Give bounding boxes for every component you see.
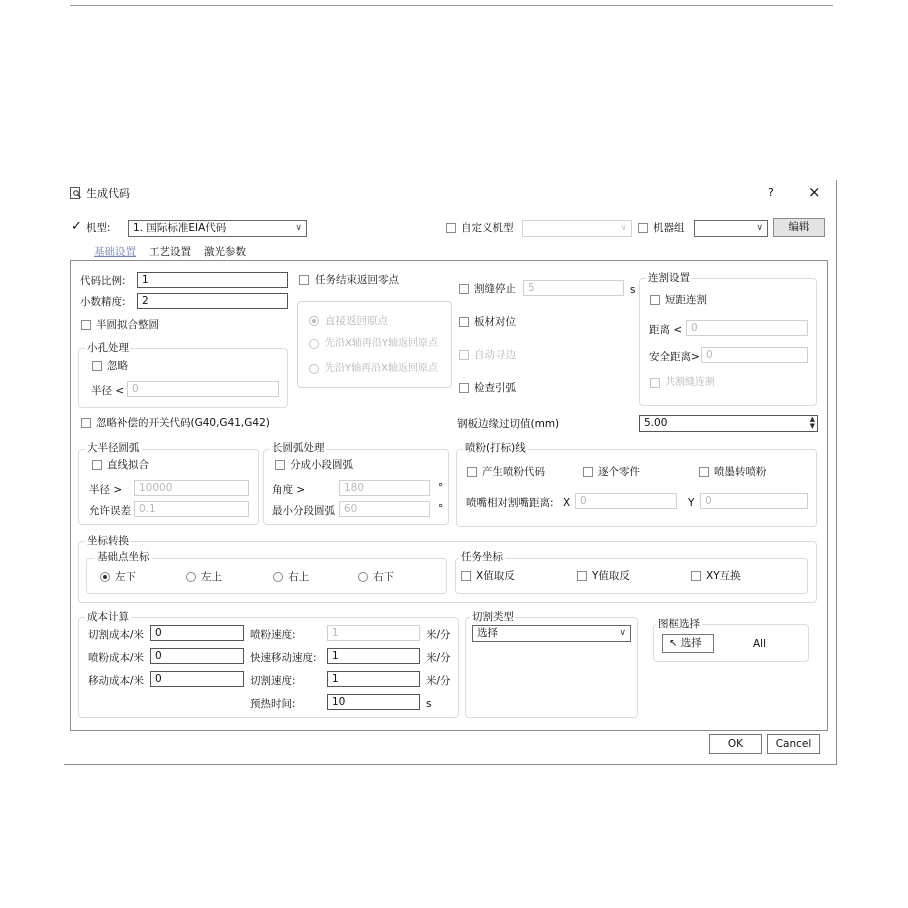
ignore-compensation-checkbox[interactable]: [81, 418, 91, 428]
help-button[interactable]: ?: [768, 186, 774, 199]
invert-y-checkbox[interactable]: [577, 571, 587, 581]
top-divider: [70, 5, 833, 6]
line-fit-checkbox[interactable]: [92, 460, 102, 470]
task-coord-title: 任务坐标: [461, 551, 503, 563]
base-top-left-radio[interactable]: [186, 572, 196, 582]
custom-machine-select[interactable]: [522, 220, 632, 237]
cut-speed-label: 切割速度:: [250, 675, 296, 687]
machine-group-checkbox[interactable]: [638, 223, 648, 233]
preheat-label: 预热时间:: [250, 698, 296, 710]
base-bottom-left-label: 左下: [115, 571, 136, 583]
ink-to-powder-checkbox[interactable]: [699, 467, 709, 477]
rapid-speed-input[interactable]: 1: [327, 648, 420, 664]
powder-speed-input[interactable]: 1: [327, 625, 420, 641]
cut-cost-label: 切割成本/米: [88, 629, 145, 641]
powder-cost-input[interactable]: 0: [150, 648, 244, 664]
custom-machine-checkbox[interactable]: [446, 223, 456, 233]
powder-group: [456, 449, 817, 527]
cursor-arrow-icon: ↖: [669, 638, 678, 649]
nozzle-y-input[interactable]: 0: [700, 493, 808, 509]
cancel-button[interactable]: Cancel: [767, 734, 820, 754]
edge-overcut-spinbox[interactable]: [639, 415, 818, 432]
machine-label: 机型:: [86, 222, 111, 234]
gen-powder-label: 产生喷粉代码: [482, 466, 545, 478]
frame-all-label: All: [753, 638, 767, 650]
move-cost-label: 移动成本/米: [88, 675, 145, 687]
tolerance-input[interactable]: 0.1: [134, 501, 249, 517]
edge-overcut-label: 钢板边缘过切值(mm): [457, 418, 560, 430]
return-direct-radio[interactable]: [309, 316, 319, 326]
decimal-precision-input[interactable]: 2: [137, 293, 288, 309]
coord-title: 坐标转换: [87, 535, 129, 547]
code-scale-label: 代码比例:: [80, 275, 126, 287]
custom-machine-label: 自定义机型: [461, 222, 514, 234]
tolerance-label: 允许误差: [89, 505, 131, 517]
common-edge-label: 共割缝连割: [665, 377, 715, 388]
return-y-then-x-radio[interactable]: [309, 364, 319, 374]
powder-speed-label: 喷粉速度:: [250, 629, 296, 641]
distance-label: 距离 <: [649, 324, 683, 336]
spin-arrows-icon[interactable]: ▲ ▼: [809, 415, 815, 430]
cut-cost-input[interactable]: 0: [150, 625, 244, 641]
kerf-stop-checkbox[interactable]: [459, 284, 469, 294]
swap-xy-checkbox[interactable]: [691, 571, 701, 581]
base-bottom-right-radio[interactable]: [358, 572, 368, 582]
small-hole-ignore-label: 忽略: [107, 360, 128, 372]
continuous-cut-title: 连割设置: [648, 272, 690, 284]
ok-button[interactable]: OK: [709, 734, 762, 754]
edit-button[interactable]: 编辑: [773, 218, 825, 237]
machine-group-label: 机器组: [653, 222, 685, 234]
chevron-down-icon: ∨: [619, 628, 626, 638]
move-cost-input[interactable]: 0: [150, 671, 244, 687]
small-hole-radius-input[interactable]: 0: [127, 381, 279, 397]
plate-align-label: 板材对位: [474, 316, 516, 328]
split-arc-label: 分成小段圆弧: [290, 459, 353, 471]
cut-type-value: 选择: [477, 627, 498, 639]
distance-input[interactable]: 0: [686, 320, 808, 336]
kerf-stop-input[interactable]: 5: [523, 280, 624, 296]
auto-seek-checkbox[interactable]: [459, 350, 469, 360]
dialog-title: 生成代码: [86, 187, 130, 200]
short-distance-checkbox[interactable]: [650, 295, 660, 305]
ignore-compensation-label: 忽略补偿的开关代码(G40,G41,G42): [96, 417, 270, 429]
machine-check-icon[interactable]: ✓: [71, 219, 82, 234]
powder-cost-label: 喷粉成本/米: [88, 652, 145, 664]
nozzle-offset-label: 喷嘴相对割嘴距离:: [466, 497, 554, 509]
code-scale-input[interactable]: 1: [137, 272, 288, 288]
machine-select[interactable]: [128, 220, 307, 237]
invert-x-label: X值取反: [476, 570, 515, 582]
angle-unit: °: [438, 482, 444, 494]
safe-distance-label: 安全距离>: [649, 351, 700, 363]
preheat-input[interactable]: 10: [327, 694, 420, 710]
long-arc-title: 长圆弧处理: [272, 442, 325, 454]
small-hole-group: [78, 348, 288, 408]
chevron-down-icon: ∨: [620, 223, 627, 233]
machine-select-value: 1. 国际标准EIA代码: [133, 222, 227, 234]
bottom-divider: [64, 764, 836, 765]
frame-select-button-label: 选择: [680, 637, 702, 649]
search-doc-icon: [70, 187, 82, 199]
machine-group-select[interactable]: [694, 220, 768, 237]
return-x-then-y-label: 先沿X轴再沿Y轴返回原点: [325, 338, 438, 349]
rapid-speed-label: 快速移动速度:: [250, 652, 317, 664]
big-arc-radius-input[interactable]: 10000: [134, 480, 249, 496]
preheat-unit: s: [426, 698, 432, 710]
small-hole-title: 小孔处理: [87, 342, 129, 354]
cost-title: 成本计算: [87, 611, 129, 623]
nozzle-x-label: X: [563, 497, 571, 509]
return-zero-label: 任务结束返回零点: [315, 274, 399, 286]
base-top-right-label: 右上: [288, 571, 309, 583]
semicircle-fit-label: 半圆拟合整圆: [96, 319, 159, 331]
line-fit-label: 直线拟合: [107, 459, 149, 471]
rapid-speed-unit: 米/分: [426, 652, 451, 664]
cut-type-title: 切割类型: [472, 611, 514, 623]
safe-distance-input[interactable]: 0: [701, 347, 808, 363]
edge-overcut-value: 5.00: [644, 417, 668, 429]
kerf-stop-label: 割缝停止: [474, 283, 516, 295]
check-lead-checkbox[interactable]: [459, 383, 469, 393]
plate-align-checkbox[interactable]: [459, 317, 469, 327]
big-arc-title: 大半径圆弧: [87, 442, 140, 454]
chevron-down-icon: ∨: [295, 223, 302, 233]
powder-speed-unit: 米/分: [426, 629, 451, 641]
base-bottom-left-radio[interactable]: [100, 572, 110, 582]
cut-speed-input[interactable]: 1: [327, 671, 420, 687]
min-segment-unit: °: [438, 503, 444, 515]
nozzle-y-label: Y: [688, 497, 695, 509]
swap-xy-label: XY互换: [706, 570, 741, 582]
return-zero-checkbox[interactable]: [299, 275, 309, 285]
frame-select-title: 图框选择: [658, 618, 700, 630]
short-distance-label: 短距连割: [665, 294, 707, 306]
common-edge-checkbox[interactable]: [650, 378, 660, 388]
tab-laser[interactable]: 激光参数: [204, 246, 246, 258]
small-hole-ignore-checkbox[interactable]: [92, 361, 102, 371]
angle-input[interactable]: 180: [339, 480, 430, 496]
tab-basic[interactable]: 基础设置: [94, 246, 136, 258]
invert-x-checkbox[interactable]: [461, 571, 471, 581]
min-segment-label: 最小分段圆弧: [272, 505, 335, 517]
gen-powder-checkbox[interactable]: [467, 467, 477, 477]
each-part-label: 逐个零件: [598, 466, 640, 478]
check-lead-label: 检查引弧: [474, 382, 516, 394]
decimal-precision-label: 小数精度:: [80, 296, 126, 308]
base-top-right-radio[interactable]: [273, 572, 283, 582]
nozzle-x-input[interactable]: 0: [575, 493, 677, 509]
tab-process[interactable]: 工艺设置: [149, 246, 191, 258]
frame-select-button[interactable]: [662, 634, 714, 653]
kerf-stop-unit: s: [630, 284, 636, 296]
return-x-then-y-radio[interactable]: [309, 339, 319, 349]
semicircle-fit-checkbox[interactable]: [81, 320, 91, 330]
angle-label: 角度 >: [272, 484, 306, 496]
base-top-left-label: 左上: [201, 571, 222, 583]
chevron-down-icon: ∨: [756, 223, 763, 233]
big-arc-radius-label: 半径 >: [89, 484, 123, 496]
powder-title: 喷粉(打标)线: [465, 442, 526, 454]
cut-speed-unit: 米/分: [426, 675, 451, 687]
auto-seek-label: 自动寻边: [474, 349, 516, 361]
base-bottom-right-label: 右下: [373, 571, 394, 583]
cut-type-select[interactable]: [472, 625, 631, 642]
split-arc-checkbox[interactable]: [275, 460, 285, 470]
return-y-then-x-label: 先沿Y轴再沿X轴返回原点: [325, 363, 438, 374]
return-direct-label: 直接返回原点: [325, 315, 388, 327]
small-hole-radius-label: 半径 <: [91, 385, 125, 397]
invert-y-label: Y值取反: [592, 570, 630, 582]
min-segment-input[interactable]: 60: [339, 501, 430, 517]
ink-to-powder-label: 喷墨转喷粉: [714, 466, 767, 478]
each-part-checkbox[interactable]: [583, 467, 593, 477]
base-point-title: 基础点坐标: [97, 551, 150, 563]
close-icon[interactable]: ×: [808, 183, 821, 201]
